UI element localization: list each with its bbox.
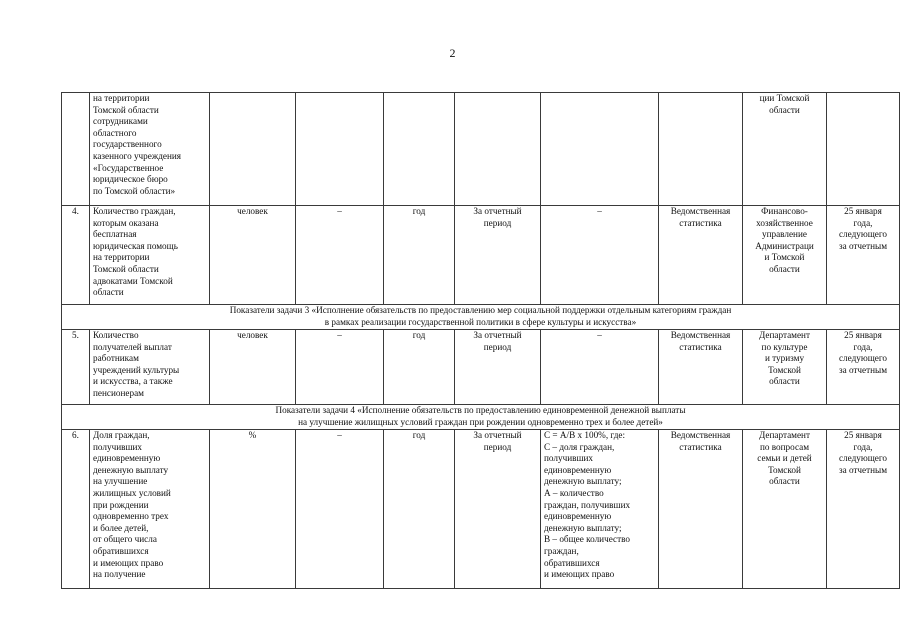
indicators-table bbox=[61, 92, 900, 589]
responsible-cell: Финансово- хозяйственное управление Администраци и Томской области bbox=[743, 206, 827, 305]
source-cell bbox=[659, 93, 743, 206]
period-cell: За отчетный период bbox=[455, 430, 541, 589]
table-row bbox=[62, 330, 900, 405]
row-number-cell bbox=[62, 93, 90, 206]
row-number-cell: 6. bbox=[62, 430, 90, 589]
formula-cell: С = А/В х 100%, где: С – доля граждан, получивших единовременную денежную выплату; А – количество граждан, получивших единовременную денежную выплату; В – общее количество граждан, обратившихся и имеющих право bbox=[541, 430, 659, 589]
page-number: 2 bbox=[449, 46, 456, 60]
column-3-cell: – bbox=[296, 330, 384, 405]
frequency-cell: год bbox=[384, 330, 455, 405]
period-cell: За отчетный период bbox=[455, 330, 541, 405]
responsible-cell: Департамент по культуре и туризму Томской области bbox=[743, 330, 827, 405]
deadline-cell: 25 января года, следующего за отчетным bbox=[827, 206, 900, 305]
row-number-cell: 5. bbox=[62, 330, 90, 405]
frequency-cell bbox=[384, 93, 455, 206]
section-heading-task-4: Показатели задачи 4 «Исполнение обязательств по предоставлению единовременной денежной выплаты на улучшение жилищных условий граждан при рождении одновременно трех и более детей» bbox=[62, 405, 900, 430]
deadline-cell: 25 января года, следующего за отчетным bbox=[827, 330, 900, 405]
unit-cell bbox=[210, 93, 296, 206]
responsible-cell: ции Томской области bbox=[743, 93, 827, 206]
row-number-cell: 4. bbox=[62, 206, 90, 305]
unit-cell: человек bbox=[210, 206, 296, 305]
source-cell: Ведомственная статистика bbox=[659, 206, 743, 305]
formula-cell bbox=[541, 93, 659, 206]
responsible-cell: Департамент по вопросам семьи и детей Томской области bbox=[743, 430, 827, 589]
period-cell: За отчетный период bbox=[455, 206, 541, 305]
column-3-cell bbox=[296, 93, 384, 206]
section-header-row bbox=[62, 305, 900, 330]
frequency-cell: год bbox=[384, 206, 455, 305]
source-cell: Ведомственная статистика bbox=[659, 330, 743, 405]
column-3-cell: – bbox=[296, 430, 384, 589]
indicator-name-cell: на территории Томской области сотрудниками областного государственного казенного учреждения «Государственное юридическое бюро по Томской области» bbox=[90, 93, 210, 206]
section-heading-task-3: Показатели задачи 3 «Исполнение обязательств по предоставлению мер социальной поддержки отдельным категориям граждан в рамках реализации государственной политики в сфере культуры и искусства» bbox=[62, 305, 900, 330]
deadline-cell bbox=[827, 93, 900, 206]
formula-cell: – bbox=[541, 330, 659, 405]
table-row bbox=[62, 430, 900, 589]
source-cell: Ведомственная статистика bbox=[659, 430, 743, 589]
table-row bbox=[62, 93, 900, 206]
deadline-cell: 25 января года, следующего за отчетным bbox=[827, 430, 900, 589]
column-3-cell: – bbox=[296, 206, 384, 305]
indicator-name-cell: Количество получателей выплат работникам учреждений культуры и искусства, а также пенсионерам bbox=[90, 330, 210, 405]
period-cell bbox=[455, 93, 541, 206]
indicator-name-cell: Доля граждан, получивших единовременную денежную выплату на улучшение жилищных условий при рождении одновременно трех и более детей, от общего числа обратившихся и имеющих право на получение bbox=[90, 430, 210, 589]
frequency-cell: год bbox=[384, 430, 455, 589]
formula-cell: – bbox=[541, 206, 659, 305]
section-header-row bbox=[62, 405, 900, 430]
unit-cell: % bbox=[210, 430, 296, 589]
unit-cell: человек bbox=[210, 330, 296, 405]
indicator-name-cell: Количество граждан, которым оказана бесплатная юридическая помощь на территории Томской области адвокатами Томской области bbox=[90, 206, 210, 305]
table-row bbox=[62, 206, 900, 305]
